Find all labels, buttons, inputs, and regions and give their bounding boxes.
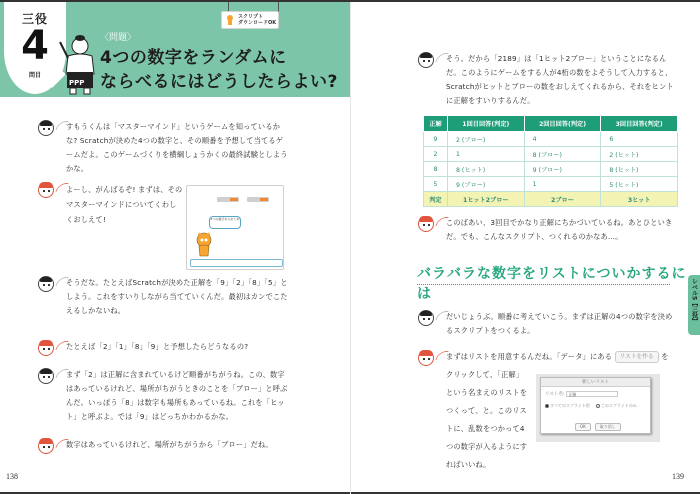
badge-line-1: スクリプト [238,14,264,20]
dialog-text: まず「2」は正解に含まれているけど順番がちがうね。この、数字はあっているけれど、場所がちがうときのことを「ブロー」と呼ぶんだ。いっぽう「8」は数字も場所もあっているね。これを「ヒット」と呼ぶよ。では「9」はどっちかわかるかな。 [66,370,288,421]
teacher-face-icon [38,120,54,136]
cancel-button: 取り消し [595,423,621,431]
new-list-dialog-screenshot [536,374,660,442]
badge-line-2: ダウンロードOK [238,20,277,26]
speech-tail [54,182,66,198]
table-cell: 8 (ヒット) [448,162,525,177]
make-list-button: リストを作る [615,351,659,363]
guess-judgement-table [423,115,678,207]
page-title [100,46,338,94]
dialog-text-before: まずはリストを用意するんだね。「データ」にある [446,352,613,361]
dialog-buttons [575,423,621,431]
table-row [424,162,678,177]
table-cell: 9 [424,132,448,147]
dialog-text: すもうくんは「マスターマインド」というゲームを知っているかな? Scratchが決めた4つの数字と、その順番を予想して当てるゲームだよ。このゲームづくりを横綱しょうかくの最終試験としようかな。 [66,122,288,173]
dialog-teacher-3 [38,368,290,424]
table-cell: 8 (ヒット) [601,162,678,177]
table-header: 正解 [424,116,448,132]
table-cell: 3ヒット [601,192,678,207]
speech-tail [54,276,66,292]
dialog-kid-1 [38,182,183,227]
table-cell: 2ブロー [524,192,601,207]
kid-face-icon [418,350,434,366]
level-side-tab: レベル5【三役】 [688,275,700,335]
table-header: 1回目回答(判定) [448,116,525,132]
dialog-text: このばあい、3回目でかなり正解にちかづいているね。あとひといきだ。でも、こんなスクリプト、つくれるのかなあ…。 [446,218,673,241]
dialog-text: だいじょうぶ。順番に考えていこう。まずは正解の4つの数字を決めるスクリプトをつくるよ。 [446,312,673,335]
speech-tail [54,120,66,136]
speech-tail [434,310,446,326]
kid-face-icon [38,182,54,198]
table-cell: 9 (ブロー) [524,162,601,177]
variable-monitor-hit [217,197,239,202]
table-cell: 2 (ヒット) [601,147,678,162]
list-name-label: リスト名: [545,392,565,397]
dialog-text-continued: クリックして、「正解」という名まえのリストをつくって、と。このリストに、乱数をつかって4つの数字が入るようにすればいいね。 [446,370,528,469]
table-cell: 6 [601,132,678,147]
dialog-kid-2 [38,340,290,356]
teacher-face-icon [418,52,434,68]
table-cell: 5 [424,177,448,192]
table-cell: 2 [424,147,448,162]
variable-monitor-blow [247,197,269,202]
table-cell: 8 (ブロー) [524,147,601,162]
scratch-cat-icon [225,14,235,26]
speech-tail [54,438,66,454]
page-gutter [350,2,351,494]
table-cell: 2 (ブロー) [448,132,525,147]
kid-face-icon [38,340,54,356]
svg-text:PPP: PPP [69,79,85,87]
table-footer-row [424,192,678,207]
teacher-face-icon [418,310,434,326]
radio-this-sprite: このスプライトのみ [596,403,637,409]
dialog-text: そうだな。たとえばScratchが決めた正解を「9」「2」「8」「5」としよう。これをすいりしながら当てていくんだ。最初はカンでこたえるしかないね。 [66,278,288,315]
radio-all-sprites: すべてのスプライト用 [545,403,590,409]
speech-tail [54,340,66,356]
kid-face-icon [418,216,434,232]
rank-label: 三役 [21,12,48,26]
title-line-1: 4つの数字をランダムに [100,48,287,68]
speech-tail [434,350,446,366]
dialog-text [446,350,669,364]
scratch-cat-icon [193,232,215,260]
problem-number: 4 [21,23,49,69]
speech-tail [434,52,446,68]
stage-answer-input [190,259,283,267]
script-download-badge [221,11,279,29]
chapter-header-band [0,2,350,97]
teacher-face-icon [38,368,54,384]
dialog-kid-4 [418,216,678,244]
table-cell: 9 (ブロー) [448,177,525,192]
dialog-teacher-1 [38,120,290,176]
speech-tail [54,368,66,384]
problem-label: 〈問題〉 [100,33,137,43]
teacher-face-icon [38,276,54,292]
table-cell: 1ヒット2ブロー [448,192,525,207]
dialog-text: 数字はあっているけれど、場所がちがうから「ブロー」だね。 [66,440,273,449]
dialog-teacher-2 [38,276,290,318]
cat-speech-bubble: 4つの数字を入れてね [209,216,241,229]
radio-unselected-icon [596,404,600,408]
dialog-kid-3 [38,438,290,454]
ok-button: OK [575,423,591,431]
table-header: 3回目回答(判定) [601,116,678,132]
section-divider [417,284,670,285]
dialog-kid-5 [418,350,678,366]
table-row [424,147,678,162]
table-cell: 8 [424,162,448,177]
table-cell: 1 [524,177,601,192]
table-header-row [424,116,678,132]
table-cell: 5 (ヒット) [601,177,678,192]
page-number-left: 138 [6,472,18,481]
sumo-wrestler-icon [58,34,102,96]
table-row [424,132,678,147]
radio-selected-icon [545,404,549,408]
dialog-text: よーし、がんばるぞ! まずは、そのマスターマインドについてくわしくおしえて! [66,185,183,224]
kid-face-icon [38,438,54,454]
title-line-2: ならべるにはどうしたらよい? [100,72,338,92]
dialog-title: 新しいリスト [541,378,650,387]
table-row [424,177,678,192]
table-cell: 1 [448,147,525,162]
dialog-text: たとえば「2」「1」「8」「9」と予想したらどうなるの? [66,342,249,351]
new-list-dialog [540,377,651,434]
speech-tail [434,216,446,232]
list-name-input: 正解 [566,391,618,397]
table-cell: 判定 [424,192,448,207]
dialog-teacher-4 [418,52,678,108]
list-name-row [545,391,618,397]
dialog-text-after: を [661,352,669,361]
scope-radio-group [545,403,637,409]
dialog-teacher-5 [418,310,678,338]
scratch-stage-screenshot [186,185,284,270]
table-cell: 4 [524,132,601,147]
table-header: 2回目回答(判定) [524,116,601,132]
page-number-right: 139 [672,472,684,481]
section-heading: バラバラな数字をリストについかするには [417,266,687,302]
dialog-text: そう。だから「2189」は「1ヒット2ブロー」ということになるんだ。このようにゲームをする人が4桁の数をよそうして入力すると、Scratchがヒットとブローの数をおしえてくれるから、それをヒントに正解をすいりするんだ。 [446,54,674,105]
problem-number-suffix: 問目 [28,72,41,79]
